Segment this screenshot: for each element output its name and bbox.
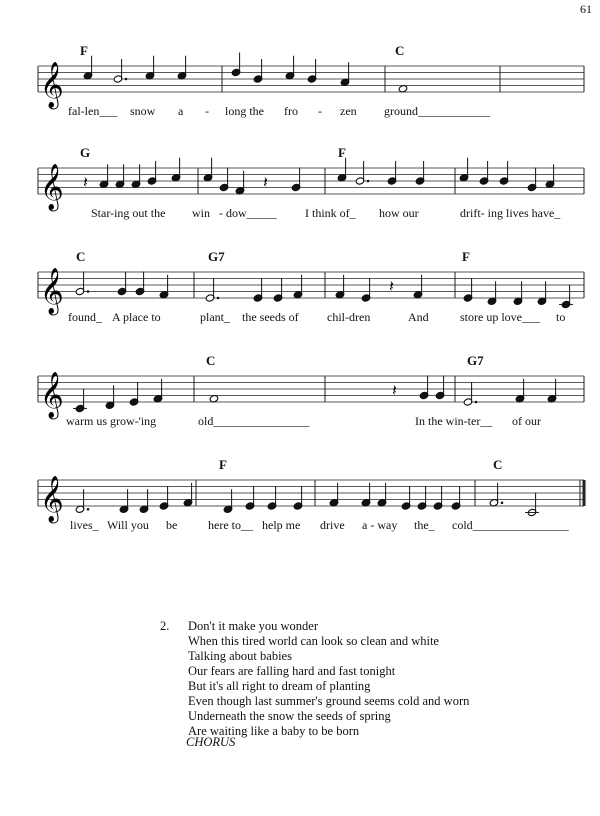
lyric: In the win-ter__ [415, 414, 493, 428]
lyric: - [205, 104, 209, 118]
verse-line: But it's all right to dream of planting [188, 679, 371, 693]
lyric: - [318, 104, 322, 118]
chord-symbol: F [462, 249, 470, 264]
lyric: the seeds of [242, 310, 299, 324]
chord-symbol: G7 [208, 249, 225, 264]
lyric: win [192, 206, 210, 220]
chord-symbol: C [76, 249, 86, 264]
verse-line: Our fears are falling hard and fast tonight [188, 664, 396, 678]
chord-symbol: C [493, 457, 503, 472]
rest: 𝄽 [392, 380, 397, 400]
lyric: here to__ [208, 518, 253, 532]
verse-number: 2. [160, 619, 170, 633]
lyric: of our [512, 414, 541, 428]
lyric: - dow_____ [219, 206, 277, 220]
dot [87, 508, 90, 511]
dot [217, 297, 220, 300]
dot [87, 290, 90, 293]
lyric: ground____________ [384, 104, 490, 118]
treble-clef-icon: 𝄞 [40, 164, 64, 210]
lyric: the_ [414, 518, 435, 532]
lyric: snow [130, 104, 156, 118]
lyric: warm us grow-'ing [66, 414, 157, 428]
music-system [0, 457, 600, 562]
lyric: fro [284, 104, 298, 118]
chord-symbol: F [338, 145, 346, 160]
lyric: old________________ [198, 414, 310, 428]
lyric: I think of_ [305, 206, 356, 220]
verse-line: Don't it make you wonder [188, 619, 319, 633]
lyric: a - way [362, 518, 398, 532]
dot [367, 180, 370, 183]
treble-clef-icon: 𝄞 [40, 372, 64, 418]
lyric: to [556, 310, 566, 324]
chorus-label: CHORUS [186, 735, 236, 749]
lyric: a [178, 104, 184, 118]
lyric: cold________________ [452, 518, 569, 532]
lyric: fal-len___ [68, 104, 118, 118]
lyric: Star-ing out the [91, 206, 166, 220]
treble-clef-icon: 𝄞 [40, 268, 64, 314]
music-system [0, 145, 600, 250]
chord-symbol: C [395, 43, 405, 58]
chord-symbol: F [219, 457, 227, 472]
lyric: long the [225, 104, 264, 118]
verse-line: Are waiting like a baby to be born [188, 724, 360, 738]
lyric: drift- ing lives have_ [460, 206, 561, 220]
dot [125, 78, 128, 81]
music-system [0, 43, 600, 148]
verse-line: When this tired world can look so clean and white [188, 634, 439, 648]
lyric: A place to [112, 310, 161, 324]
lyric: drive [320, 518, 345, 532]
music-system [0, 249, 600, 354]
page-number: 61 [580, 2, 592, 16]
treble-clef-icon: 𝄞 [40, 476, 64, 522]
rest: 𝄽 [263, 172, 268, 192]
chord-symbol: F [80, 43, 88, 58]
chord-symbol: G [80, 145, 91, 160]
rest: 𝄽 [83, 172, 88, 192]
lyric: help me [262, 518, 301, 532]
verse-line: Even though last summer's ground seems cold and worn [188, 694, 470, 708]
dot [501, 501, 504, 504]
lyric: And [408, 310, 429, 324]
chord-symbol: C [206, 353, 216, 368]
music-system [0, 353, 600, 458]
verse-line: Underneath the snow the seeds of spring [188, 709, 391, 723]
lyric: plant_ [200, 310, 230, 324]
lyric: be [166, 518, 178, 532]
lyric: chil-dren [327, 310, 371, 324]
verse-lines [188, 619, 528, 739]
treble-clef-icon: 𝄞 [40, 62, 64, 108]
dot [475, 401, 478, 404]
lyric: zen [340, 104, 357, 118]
chord-symbol: G7 [467, 353, 484, 368]
lyric: Will you [107, 518, 149, 532]
lyric: lives_ [70, 518, 99, 532]
lyric: store up love___ [460, 310, 540, 324]
lyric: found_ [68, 310, 102, 324]
verse-line: Talking about babies [188, 649, 292, 663]
lyric: how our [379, 206, 419, 220]
rest: 𝄽 [389, 276, 394, 296]
